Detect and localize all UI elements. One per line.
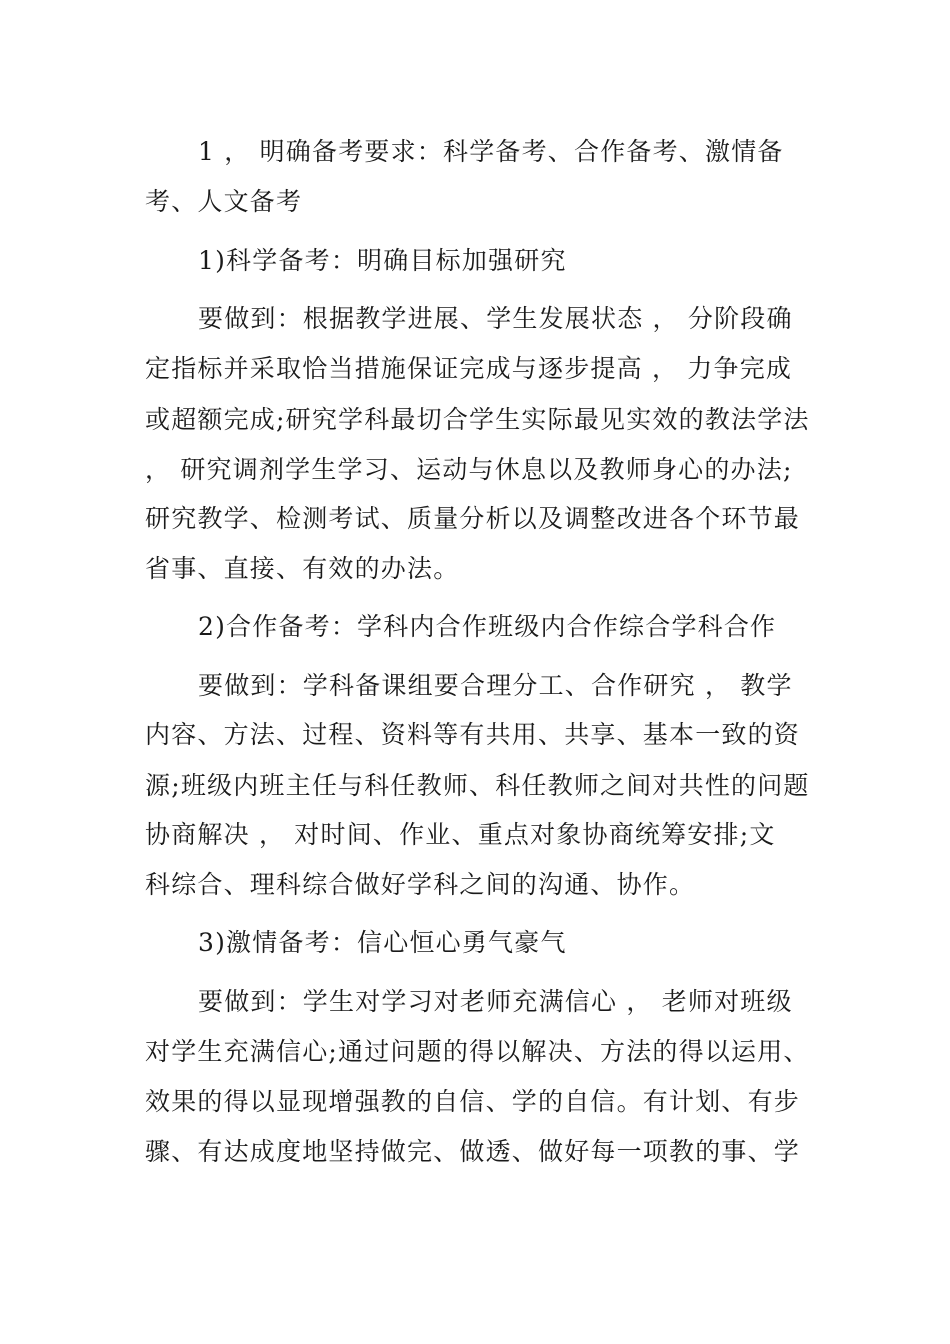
paragraph-line: 研究教学、检测考试、质量分析以及调整改进各个环节最: [145, 504, 801, 533]
paragraph-line: 要做到：学科备课组要合理分工、合作研究 ， 教学: [198, 671, 793, 700]
paragraph-line: 内容、方法、过程、资料等有共用、共享、基本一致的资: [145, 720, 801, 749]
paragraph-line: 或超额完成;研究学科最切合学生实际最见实效的教法学法: [145, 405, 810, 434]
paragraph-line: 科综合、理科综合做好学科之间的沟通、协作。: [145, 870, 696, 899]
paragraph-line: 定指标并采取恰当措施保证完成与逐步提高 ， 力争完成: [145, 354, 793, 383]
paragraph-line: 对学生充满信心;通过问题的得以解决、方法的得以运用、: [145, 1037, 810, 1066]
section-heading: 1)科学备考：明确目标加强研究: [198, 246, 567, 275]
paragraph-line: 骤、有达成度地坚持做完、做透、做好每一项教的事、学: [145, 1137, 801, 1166]
paragraph-line: ， 研究调剂学生学习、运动与休息以及教师身心的办法;: [145, 455, 793, 484]
section-heading: 2)合作备考：学科内合作班级内合作综合学科合作: [198, 612, 777, 641]
paragraph-line: 效果的得以显现增强教的自信、学的自信。有计划、有步: [145, 1087, 801, 1116]
section-heading: 3)激情备考：信心恒心勇气豪气: [198, 928, 567, 957]
paragraph-line: 要做到：学生对学习对老师充满信心 ， 老师对班级: [198, 987, 793, 1016]
heading-line: 1 ， 明确备考要求：科学备考、合作备考、激情备: [198, 137, 784, 166]
paragraph-line: 要做到：根据教学进展、学生发展状态 ， 分阶段确: [198, 304, 793, 333]
paragraph-line: 源;班级内班主任与科任教师、科任教师之间对共性的问题: [145, 771, 810, 800]
heading-line-continued: 考、人文备考: [145, 187, 303, 216]
paragraph-line: 协商解决 ， 对时间、作业、重点对象协商统筹安排;文: [145, 820, 776, 849]
paragraph-line: 省事、直接、有效的办法。: [145, 554, 460, 583]
